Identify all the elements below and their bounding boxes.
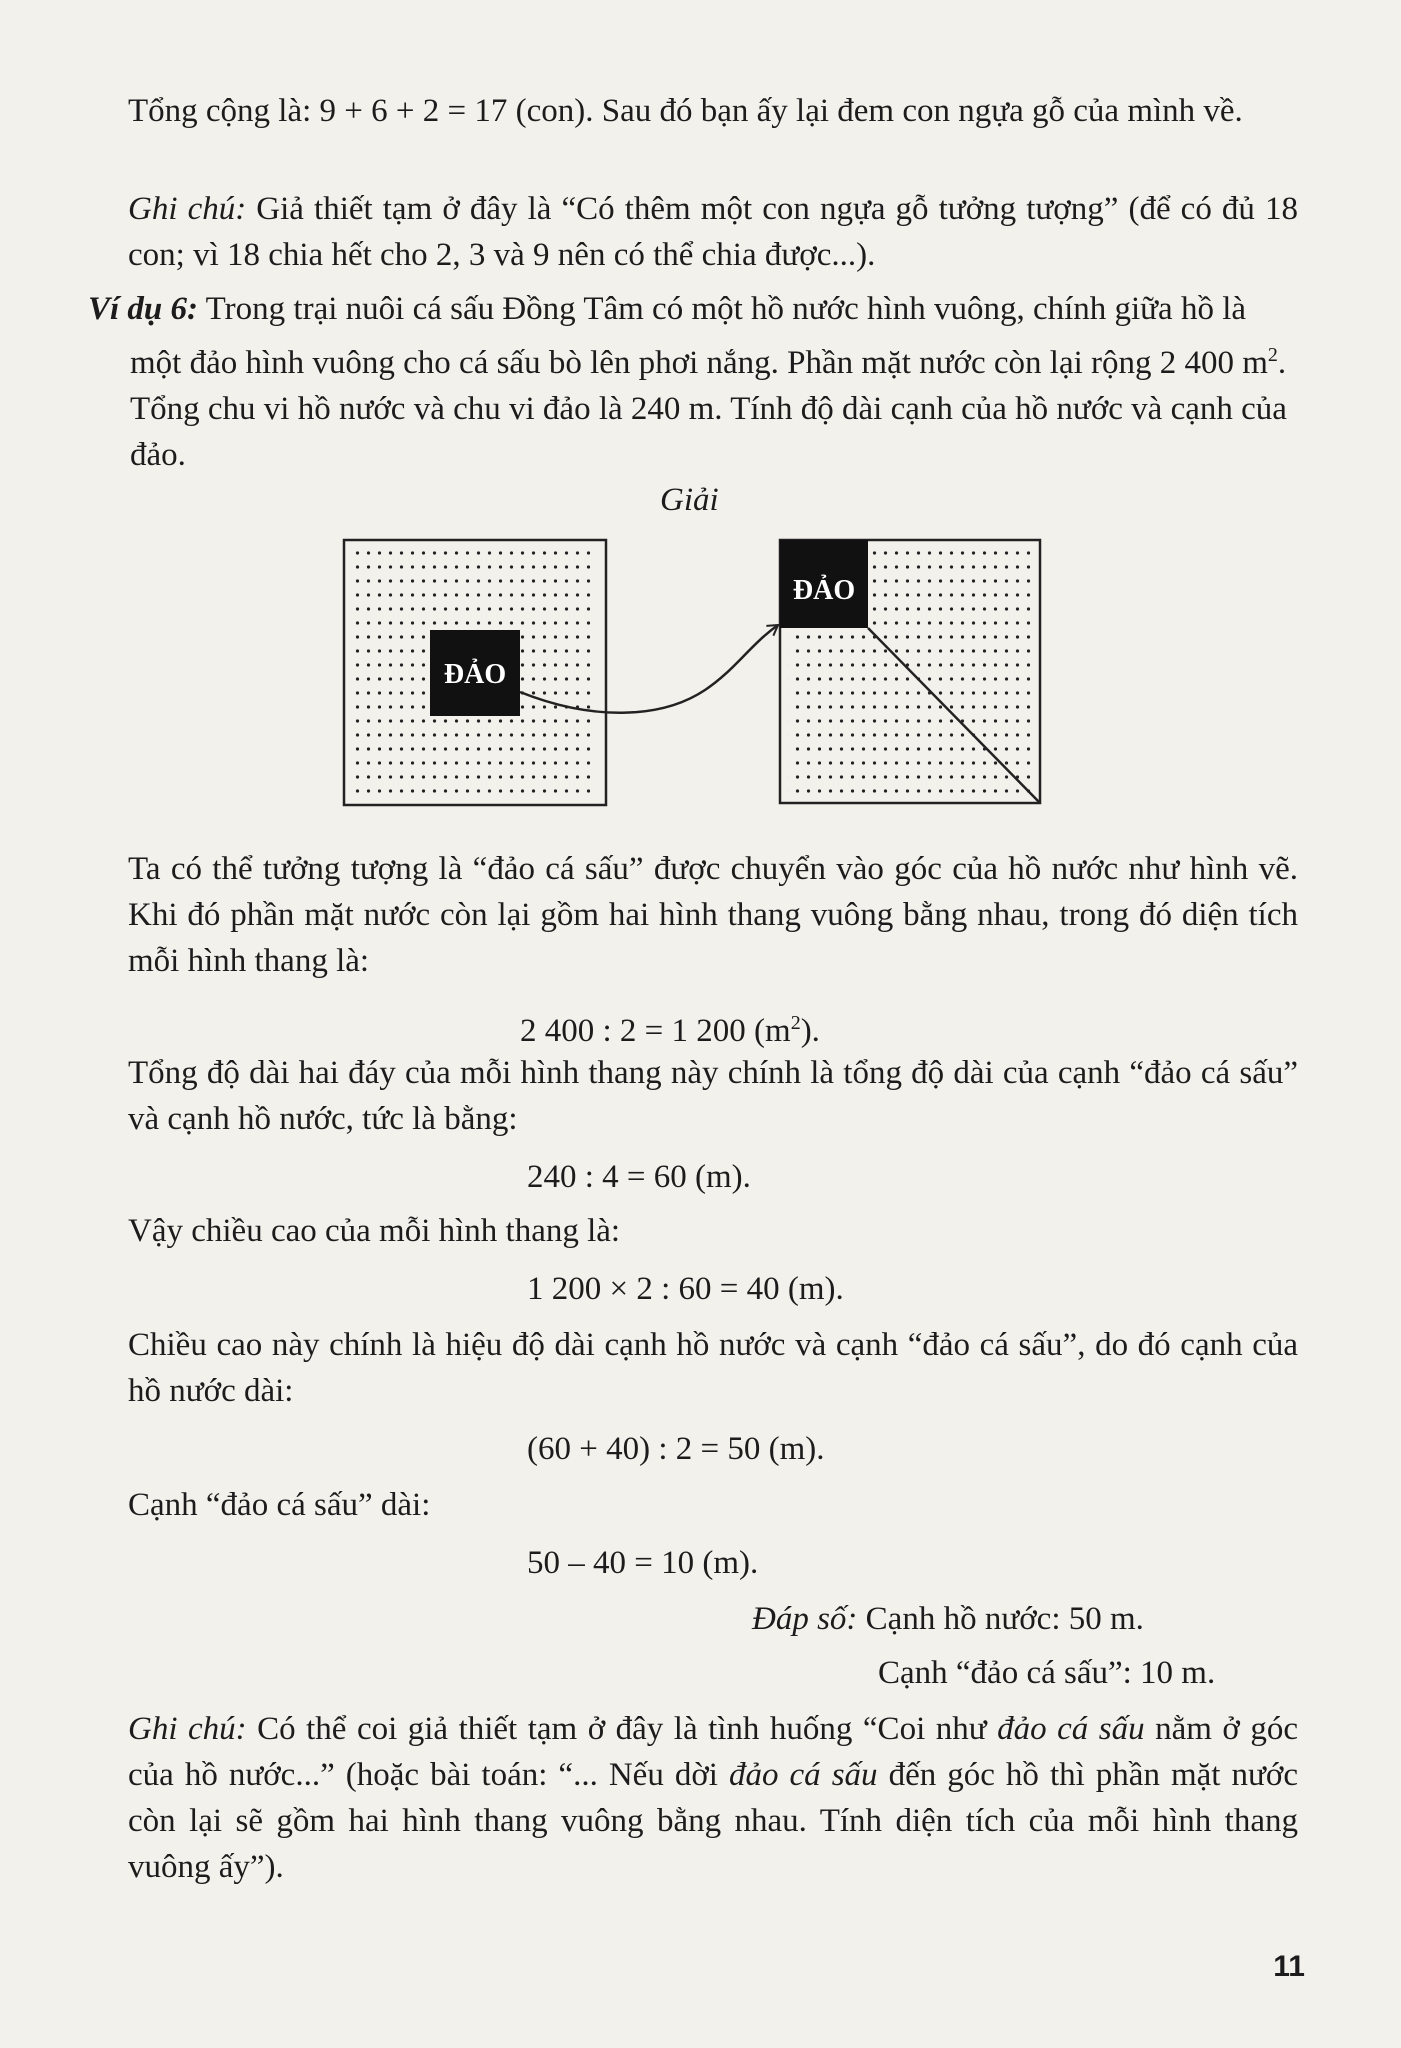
paragraph-imagine: Ta có thể tưởng tượng là “đảo cá sấu” được chuyển vào góc của hồ nước như hình vẽ. Khi đó phần mặt nước còn lại gồm hai hình thang vuông bằng nhau, trong đó diện tích mỗi hình thang là: (128, 851, 1298, 979)
formula-lake-side: (60 + 40) : 2 = 50 (m). (527, 1431, 825, 1467)
formula-island-side: 50 – 40 = 10 (m). (527, 1545, 759, 1581)
note-1-text: Giả thiết tạm ở đây là “Có thêm một con ngựa gỗ tưởng tượng” (để có đủ 18 con; vì 18 chia hết cho 2, 3 và 9 nên có thể chia được...). (128, 191, 1298, 273)
paragraph-island-side: Cạnh “đảo cá sấu” dài: (128, 1487, 431, 1523)
solution-heading: Giải (660, 482, 719, 518)
note-2-label: Ghi chú: (128, 1711, 247, 1747)
note-1-label: Ghi chú: (128, 191, 247, 227)
answer-label: Đáp số: (752, 1601, 858, 1637)
page-number: 11 (1273, 1950, 1305, 1983)
formula-area: 2 400 : 2 = 1 200 $(m^2)$. (520, 1012, 820, 1049)
left-island-label: ĐẢO (443, 659, 507, 690)
note-2: Ghi chú: Có thể coi giả thiết tạm ở đây là tình huống “Coi như đảo cá sấu nằm ở góc của hồ nước...” (hoặc bài toán: “... Nếu dời đảo cá sấu đến góc hồ thì phần mặt nước còn lại sẽ gồm hai hình thang vuông bằng nhau. Tính diện tích của mỗi hình thang vuông ấy”). (128, 1711, 1298, 1885)
example-6-text: Trong trại nuôi cá sấu Đồng Tâm có một hồ nước hình vuông, chính giữa hồ là một đảo hình vuông cho cá sấu bò lên phơi nắng. Phần mặt nước còn lại rộng 2 400 m (130, 291, 1268, 381)
formula-bases: 240 : 4 = 60 (m). (527, 1159, 751, 1195)
answer-line-2: Cạnh “đảo cá sấu”: 10 m. (878, 1655, 1216, 1691)
paragraph-bases: Tổng độ dài hai đáy của mỗi hình thang này chính là tổng độ dài của cạnh “đảo cá sấu” và cạnh hồ nước, tức là bằng: (128, 1055, 1298, 1137)
right-island-label: ĐẢO (792, 575, 856, 606)
paragraph-height: Vậy chiều cao của mỗi hình thang là: (128, 1213, 621, 1249)
paragraph-total: Tổng cộng là: 9 + 6 + 2 = 17 (con). Sau đó bạn ấy lại đem con ngựa gỗ của mình về. (128, 93, 1243, 129)
example-6-sup: 2 (1267, 344, 1278, 366)
paragraph-difference: Chiều cao này chính là hiệu độ dài cạnh hồ nước và cạnh “đảo cá sấu”, do đó cạnh của hồ nước dài: (128, 1327, 1298, 1409)
right-lake-water-bottom (788, 630, 1034, 796)
example-6-text-end: . Tổng chu vi hồ nước và chu vi đảo là 240 m. Tính độ dài cạnh của hồ nước và cạnh của đảo. (130, 345, 1287, 473)
right-lake-water-top (868, 548, 1034, 633)
answer-line-1: Đáp số: Cạnh hồ nước: 50 m. (752, 1601, 1144, 1637)
example-6-label: Ví dụ 6: (88, 291, 199, 327)
formula-height: 1 200 × 2 : 60 = 40 (m). (527, 1271, 844, 1307)
